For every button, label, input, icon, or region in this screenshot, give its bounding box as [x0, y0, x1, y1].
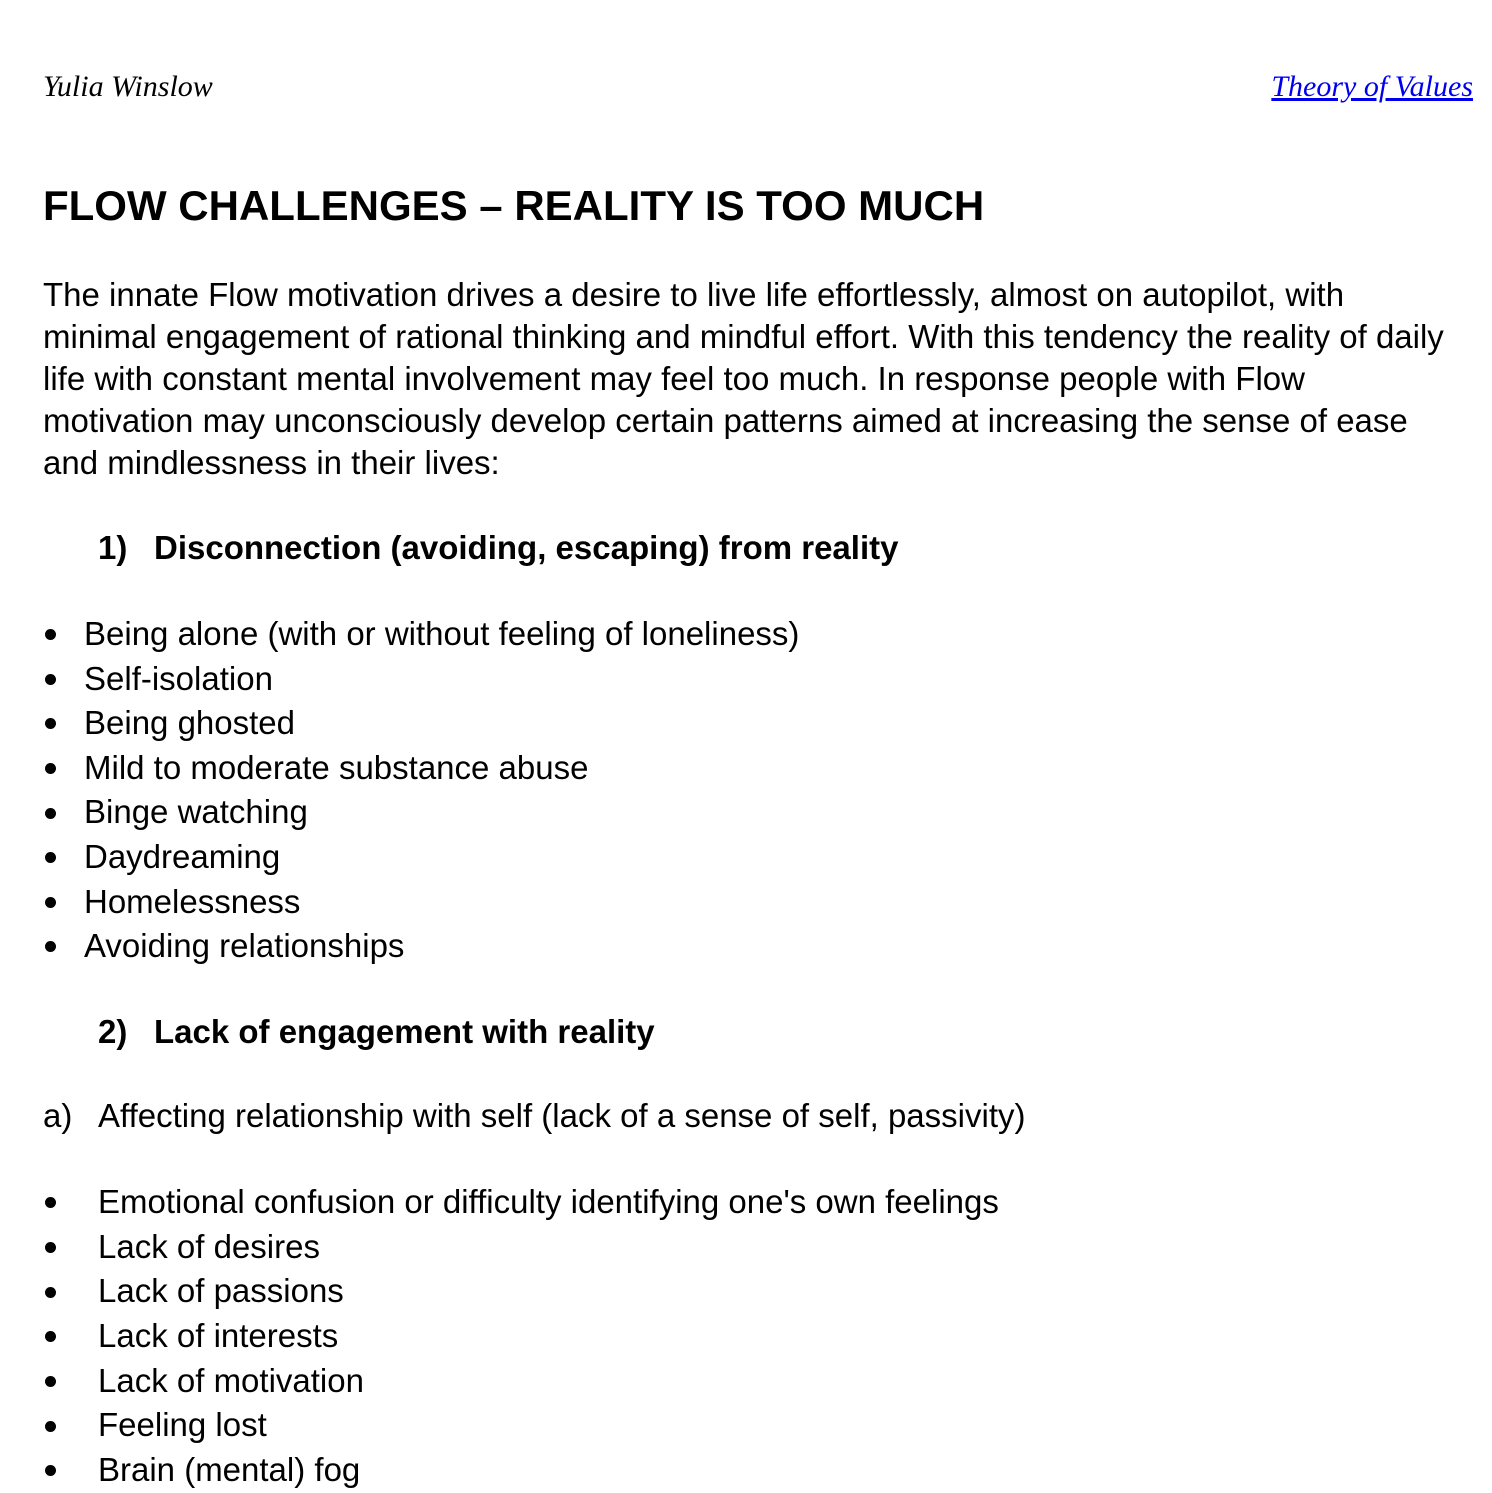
section-1-list: [0, 612, 799, 969]
list-item: Being ghosted: [0, 701, 799, 746]
section-1-title: Disconnection (avoiding, escaping) from reality: [154, 529, 899, 566]
subsection-a-letter: a): [43, 1097, 73, 1134]
list-item: Homelessness: [0, 880, 799, 925]
list-item: Mild to moderate substance abuse: [0, 746, 799, 791]
section-1-heading: [98, 528, 898, 568]
page-header: [43, 70, 1473, 110]
section-2-number: 2): [98, 1013, 128, 1050]
subsection-a-title: Affecting relationship with self (lack of a sense of self, passivity): [98, 1097, 1026, 1134]
subsection-a-list: [0, 1180, 999, 1493]
list-item: Lack of desires: [0, 1225, 999, 1270]
section-1-number: 1): [98, 529, 128, 566]
list-item: Daydreaming: [0, 835, 799, 880]
list-item: Lack of passions: [0, 1269, 999, 1314]
section-2-title: Lack of engagement with reality: [154, 1013, 655, 1050]
list-item: Avoiding relationships: [0, 924, 799, 969]
list-item: Emotional confusion or difficulty identifying one's own feelings: [0, 1180, 999, 1225]
list-item: Lack of motivation: [0, 1359, 999, 1404]
list-item: Binge watching: [0, 790, 799, 835]
author-name: Yulia Winslow: [43, 70, 213, 103]
list-item: Brain (mental) fog: [0, 1448, 999, 1493]
list-item: Lack of interests: [0, 1314, 999, 1359]
list-item: Being alone (with or without feeling of loneliness): [0, 612, 799, 657]
list-item: Self-isolation: [0, 657, 799, 702]
subsection-a-heading: [43, 1096, 1025, 1136]
intro-paragraph: The innate Flow motivation drives a desire to live life effortlessly, almost on autopilot, with minimal engagement of rational thinking and mindful effort. With this tendency the reality of daily life with constant mental involvement may feel too much. In response people with Flow motivation may unconsciously develop certain patterns aimed at increasing the sense of ease and mindlessness in their lives:: [43, 276, 1444, 481]
theory-of-values-link[interactable]: Theory of Values: [1271, 70, 1473, 103]
list-item: Feeling lost: [0, 1403, 999, 1448]
page-title: FLOW CHALLENGES – REALITY IS TOO MUCH: [43, 182, 985, 229]
section-2-heading: [98, 1012, 655, 1052]
